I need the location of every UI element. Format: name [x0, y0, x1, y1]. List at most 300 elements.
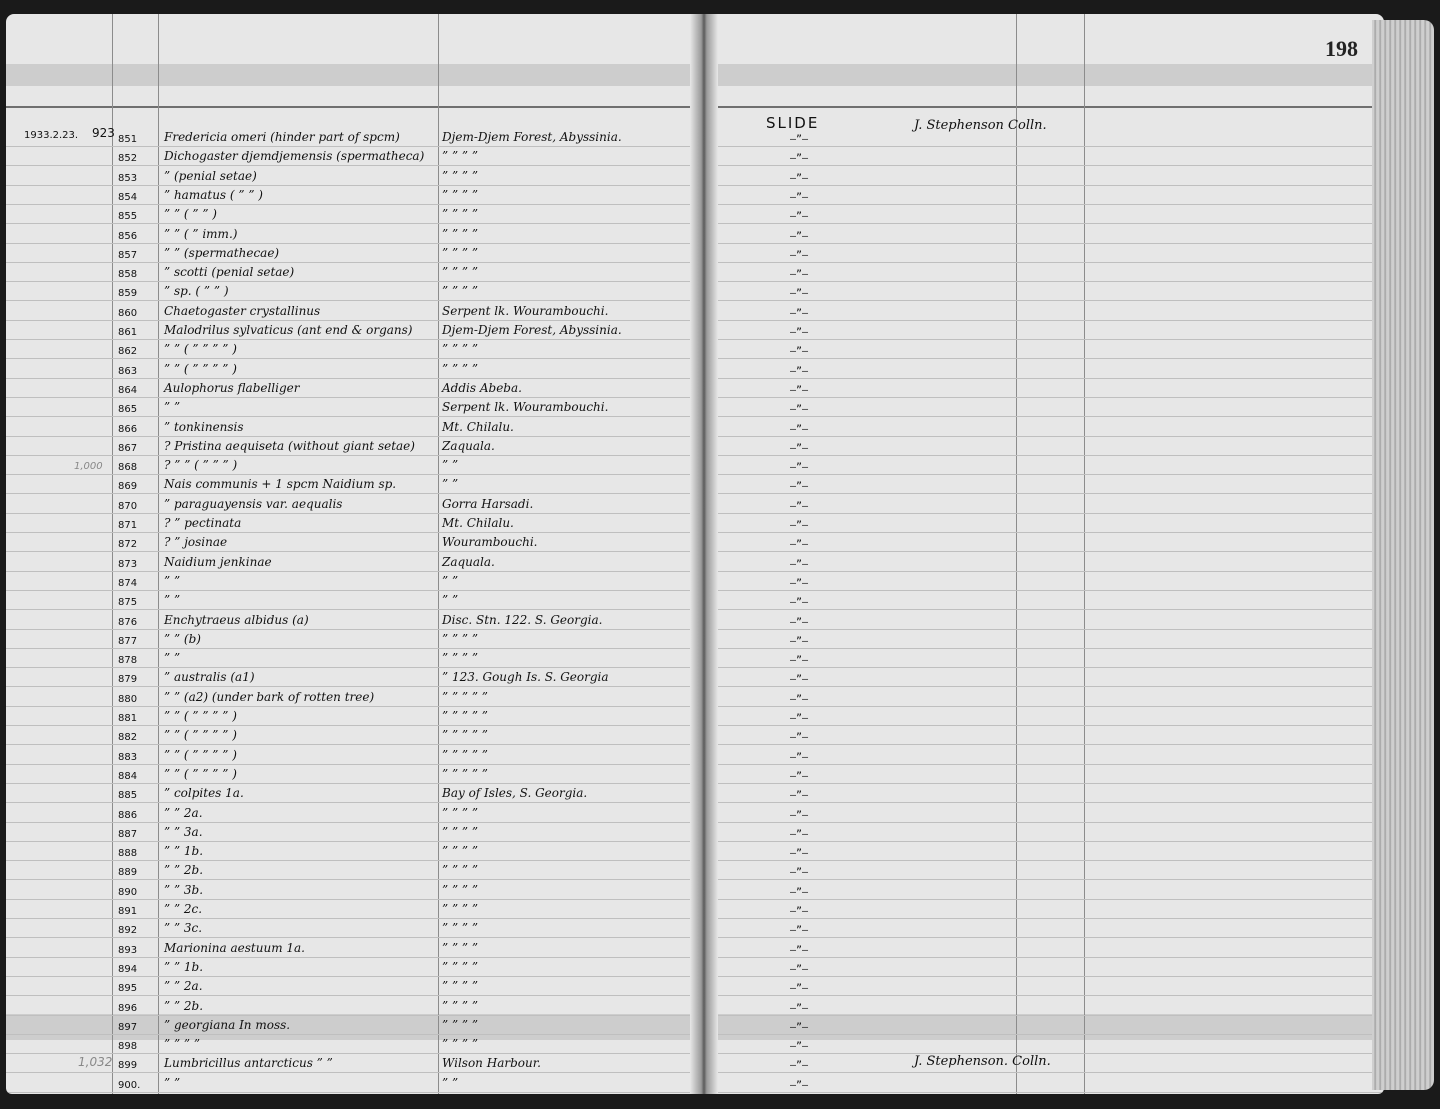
specimen-name: ” ” (a2) (under bark of rotten tree) [164, 690, 375, 704]
specimen-name: ” ” 3b. [164, 883, 204, 897]
slide-ditto-mark: –”– [790, 925, 809, 936]
register-number: 894 [118, 964, 138, 975]
slide-ditto-mark: –”– [790, 964, 809, 975]
slide-ditto-mark: –”– [790, 559, 809, 570]
ruled-line [704, 783, 1384, 784]
register-number: 888 [118, 848, 138, 859]
right-page [704, 14, 1384, 1094]
specimen-name: Nais communis + 1 spcm Naidium sp. [164, 477, 397, 491]
ruled-line [6, 648, 706, 649]
slide-ditto-mark: –”– [790, 887, 809, 898]
register-number: 862 [118, 346, 138, 357]
slide-ditto-mark: –”– [790, 578, 809, 589]
slide-ditto-mark: –”– [790, 366, 809, 377]
ruled-line [6, 706, 706, 707]
register-number: 859 [118, 288, 138, 299]
register-number: 895 [118, 983, 138, 994]
register-number: 883 [118, 752, 138, 763]
ruled-line [704, 995, 1384, 996]
register-number: 891 [118, 906, 138, 917]
specimen-locality: ” ” [442, 477, 459, 491]
ruled-line [704, 1034, 1384, 1035]
specimen-locality: ” ” ” ” [442, 1037, 478, 1051]
specimen-locality: ” ” ” ” [442, 999, 478, 1013]
specimen-name: ” ” [164, 574, 181, 588]
slide-ditto-mark: –”– [790, 810, 809, 821]
ruled-line [704, 976, 1384, 977]
register-number: 880 [118, 694, 138, 705]
ruled-line [704, 165, 1384, 166]
specimen-locality: Gorra Harsadi. [442, 497, 534, 511]
register-number: 885 [118, 790, 138, 801]
slide-ditto-mark: –”– [790, 906, 809, 917]
specimen-name: ” hamatus ( ” ” ) [164, 188, 263, 202]
column-rule [438, 14, 439, 1094]
specimen-name: ” paraguayensis var. aequalis [164, 497, 343, 511]
specimen-locality: ” 123. Gough Is. S. Georgia [442, 670, 609, 684]
specimen-locality: ” ” ” ” ” [442, 728, 488, 742]
ruled-line [704, 416, 1384, 417]
specimen-locality: Mt. Chilalu. [442, 516, 514, 530]
ruled-line [6, 185, 706, 186]
ruled-line [704, 300, 1384, 301]
ruled-line [704, 744, 1384, 745]
slide-ditto-mark: –”– [790, 192, 809, 203]
shaded-band [704, 64, 1384, 86]
register-number: 893 [118, 945, 138, 956]
specimen-name: ” ” ( ” ” ” ” ) [164, 728, 237, 742]
slide-ditto-mark: –”– [790, 346, 809, 357]
ruled-line [704, 667, 1384, 668]
ruled-line [704, 436, 1384, 437]
ruled-line [704, 493, 1384, 494]
specimen-locality: ” ” [442, 1076, 459, 1090]
slide-ditto-mark: –”– [790, 539, 809, 550]
specimen-locality: ” ” ” ” [442, 902, 478, 916]
ruled-line [6, 783, 706, 784]
slide-ditto-mark: –”– [790, 173, 809, 184]
slide-ditto-mark: –”– [790, 288, 809, 299]
specimen-name: ? ” josinae [164, 535, 228, 549]
register-number: 874 [118, 578, 138, 589]
ruled-line [704, 223, 1384, 224]
ruled-line [704, 513, 1384, 514]
specimen-name: ” ” 2a. [164, 979, 203, 993]
page-edges [1372, 20, 1434, 1090]
specimen-locality: Wilson Harbour. [442, 1056, 541, 1070]
ruled-line [704, 474, 1384, 475]
register-number: 887 [118, 829, 138, 840]
ruled-line [6, 243, 706, 244]
specimen-locality: ” ” ” ” [442, 825, 478, 839]
slide-ditto-mark: –”– [790, 636, 809, 647]
ruled-line [6, 1015, 706, 1016]
specimen-name: ” sp. ( ” ” ) [164, 284, 229, 298]
ruled-line [6, 609, 706, 610]
specimen-name: ? ” pectinata [164, 516, 242, 530]
specimen-locality: ” ” ” ” [442, 960, 478, 974]
slide-ditto-mark: –”– [790, 713, 809, 724]
register-number: 877 [118, 636, 138, 647]
specimen-locality: ” ” ” ” [442, 883, 478, 897]
register-number: 871 [118, 520, 138, 531]
ruled-line [704, 1015, 1384, 1016]
ruled-line [704, 378, 1384, 379]
slide-ditto-mark: –”– [790, 308, 809, 319]
ruled-line [704, 262, 1384, 263]
ruled-line [6, 590, 706, 591]
specimen-name: ” ” 1b. [164, 960, 204, 974]
slide-ditto-mark: –”– [790, 790, 809, 801]
specimen-locality: ” ” ” ” [442, 227, 478, 241]
register-number: 858 [118, 269, 138, 280]
register-number: 852 [118, 153, 138, 164]
register-number: 861 [118, 327, 138, 338]
specimen-locality: Disc. Stn. 122. S. Georgia. [442, 613, 603, 627]
slide-ditto-mark: –”– [790, 404, 809, 415]
specimen-name: Fredericia omeri (hinder part of spcm) [164, 130, 400, 144]
specimen-locality: ” ” ” ” ” [442, 709, 488, 723]
specimen-name: ” georgiana In moss. [164, 1018, 291, 1032]
specimen-name: ” scotti (penial setae) [164, 265, 295, 279]
specimen-name: ” ” [164, 400, 181, 414]
column-rule [112, 14, 113, 1094]
ruled-line [6, 802, 706, 803]
specimen-name: Dichogaster djemdjemensis (spermatheca) [164, 149, 425, 163]
register-number: 873 [118, 559, 138, 570]
ruled-line [704, 822, 1384, 823]
slide-ditto-mark: –”– [790, 1060, 809, 1071]
register-number: 866 [118, 424, 138, 435]
specimen-name: ” ” 2c. [164, 902, 203, 916]
specimen-name: Naidium jenkinae [164, 555, 272, 569]
register-number: 854 [118, 192, 138, 203]
slide-ditto-mark: –”– [790, 327, 809, 338]
slide-ditto-mark: –”– [790, 597, 809, 608]
ruled-line [704, 185, 1384, 186]
slide-ditto-mark: –”– [790, 829, 809, 840]
ruled-line [6, 320, 706, 321]
register-number: 886 [118, 810, 138, 821]
specimen-locality: ” ” ” ” [442, 246, 478, 260]
specimen-locality: ” ” ” ” ” [442, 748, 488, 762]
specimen-locality: ” ” ” ” [442, 863, 478, 877]
book-gutter [690, 14, 718, 1094]
specimen-locality: Addis Abeba. [442, 381, 522, 395]
register-number: 882 [118, 732, 138, 743]
ruled-line [6, 841, 706, 842]
specimen-name: ” ” ( ” ” ” ” ) [164, 767, 237, 781]
register-number: 870 [118, 501, 138, 512]
specimen-name: ” ” (spermathecae) [164, 246, 280, 260]
ruled-line [6, 686, 706, 687]
ruled-line [704, 532, 1384, 533]
ruled-line [704, 551, 1384, 552]
specimen-name: ” ” ( ” ” ” ” ) [164, 709, 237, 723]
specimen-locality: ” ” ” ” [442, 921, 478, 935]
specimen-name: ” ” ( ” ” ” ” ) [164, 362, 237, 376]
specimen-locality: ” ” [442, 574, 459, 588]
register-number: 868 [118, 462, 138, 473]
ruled-line [6, 764, 706, 765]
ruled-line [6, 1072, 706, 1073]
shaded-band [6, 64, 706, 86]
ruled-line [6, 918, 706, 919]
slide-ditto-mark: –”– [790, 983, 809, 994]
ruled-line [6, 744, 706, 745]
register-number: 897 [118, 1022, 138, 1033]
specimen-name: ” ” 2a. [164, 806, 203, 820]
ruled-line [6, 976, 706, 977]
slide-ditto-mark: –”– [790, 462, 809, 473]
ruled-line [704, 706, 1384, 707]
running-count-mark: 1,032 [78, 1055, 113, 1069]
ruled-line [704, 648, 1384, 649]
register-number: 892 [118, 925, 138, 936]
ruled-line [6, 165, 706, 166]
ruled-line [6, 146, 706, 147]
slide-ditto-mark: –”– [790, 153, 809, 164]
specimen-locality: Mt. Chilalu. [442, 420, 514, 434]
ruled-line [6, 281, 706, 282]
ruled-line [704, 339, 1384, 340]
register-number: 875 [118, 597, 138, 608]
specimen-locality: Djem-Djem Forest, Abyssinia. [442, 130, 622, 144]
register-number: 889 [118, 867, 138, 878]
ruled-line [6, 1092, 706, 1093]
slide-ditto-mark: –”– [790, 867, 809, 878]
ruled-line [704, 937, 1384, 938]
specimen-locality: ” ” ” ” [442, 169, 478, 183]
specimen-locality: ” ” ” ” [442, 844, 478, 858]
specimen-name: Aulophorus flabelliger [164, 381, 300, 395]
ruled-line [6, 899, 706, 900]
specimen-name: ” australis (a1) [164, 670, 255, 684]
register-number: 900. [118, 1080, 141, 1091]
specimen-locality: Serpent lk. Wourambouchi. [442, 400, 609, 414]
ruled-line [6, 397, 706, 398]
specimen-name: ” ” 2b. [164, 999, 204, 1013]
slide-ditto-mark: –”– [790, 1080, 809, 1091]
ruled-line [704, 1072, 1384, 1073]
collector-note: J. Stephenson Colln. [914, 118, 1047, 133]
ruled-line [6, 416, 706, 417]
slide-ditto-mark: –”– [790, 1022, 809, 1033]
register-number: 856 [118, 231, 138, 242]
register-number: 853 [118, 173, 138, 184]
specimen-name: Enchytraeus albidus (a) [164, 613, 309, 627]
specimen-locality: ” ” ” ” ” [442, 767, 488, 781]
ruled-line [6, 436, 706, 437]
register-number: 876 [118, 617, 138, 628]
specimen-locality: ” ” ” ” [442, 149, 478, 163]
ruled-line [704, 609, 1384, 610]
specimen-name: ” ” (b) [164, 632, 201, 646]
specimen-locality: ” ” ” ” [442, 806, 478, 820]
specimen-locality: ” ” ” ” [442, 941, 478, 955]
ruled-line [704, 879, 1384, 880]
ruled-line [6, 571, 706, 572]
ruled-line [6, 879, 706, 880]
specimen-name: ” ” 3a. [164, 825, 203, 839]
ruled-line [6, 957, 706, 958]
register-number: 857 [118, 250, 138, 261]
register-number: 899 [118, 1060, 138, 1071]
ruled-line [704, 204, 1384, 205]
ruled-line [704, 397, 1384, 398]
ruled-line [704, 686, 1384, 687]
ruled-line [704, 243, 1384, 244]
specimen-name: ” ” ( ” imm.) [164, 227, 238, 241]
specimen-locality: ” ” ” ” [442, 207, 478, 221]
ruled-line [6, 358, 706, 359]
ruled-line [704, 358, 1384, 359]
ruled-line [704, 725, 1384, 726]
ruled-line [6, 204, 706, 205]
specimen-locality: Zaquala. [442, 555, 495, 569]
specimen-name: ” ” ( ” ” ” ” ) [164, 342, 237, 356]
specimen-name: Malodrilus sylvaticus (ant end & organs) [164, 323, 413, 337]
specimen-name: ” ” 1b. [164, 844, 204, 858]
specimen-name: Chaetogaster crystallinus [164, 304, 321, 318]
slide-column-heading: SLIDE [766, 114, 820, 132]
ruled-line [6, 378, 706, 379]
slide-ditto-mark: –”– [790, 385, 809, 396]
ruled-line [704, 918, 1384, 919]
header-rule [704, 106, 1384, 108]
slide-ditto-mark: –”– [790, 1003, 809, 1014]
slide-ditto-mark: –”– [790, 501, 809, 512]
slide-ditto-mark: –”– [790, 520, 809, 531]
register-number: 879 [118, 674, 138, 685]
ruled-line [6, 822, 706, 823]
ruled-line [6, 339, 706, 340]
register-number: 884 [118, 771, 138, 782]
specimen-locality: ” ” ” ” [442, 651, 478, 665]
ruled-line [704, 764, 1384, 765]
slide-ditto-mark: –”– [790, 848, 809, 859]
slide-ditto-mark: –”– [790, 771, 809, 782]
specimen-name: ” (penial setae) [164, 169, 257, 183]
register-number: 867 [118, 443, 138, 454]
specimen-name: ” ” ” ” [164, 1037, 200, 1051]
register-number: 865 [118, 404, 138, 415]
slide-ditto-mark: –”– [790, 134, 809, 145]
specimen-locality: ” ” ” ” [442, 979, 478, 993]
ruled-line [704, 281, 1384, 282]
register-number: 878 [118, 655, 138, 666]
register-number: 890 [118, 887, 138, 898]
slide-ditto-mark: –”– [790, 617, 809, 628]
specimen-name: ” ” [164, 651, 181, 665]
specimen-name: Marionina aestuum 1a. [164, 941, 305, 955]
slide-ditto-mark: –”– [790, 752, 809, 763]
column-rule [1084, 14, 1085, 1094]
collector-note: J. Stephenson. Colln. [914, 1054, 1051, 1069]
slide-ditto-mark: –”– [790, 674, 809, 685]
ruled-line [6, 474, 706, 475]
ruled-line [6, 995, 706, 996]
specimen-name: ” ” ( ” ” ) [164, 207, 217, 221]
shaded-band [6, 1014, 706, 1040]
slide-ditto-mark: –”– [790, 269, 809, 280]
ruled-line [6, 551, 706, 552]
specimen-locality: Zaquala. [442, 439, 495, 453]
slide-ditto-mark: –”– [790, 732, 809, 743]
ruled-line [6, 860, 706, 861]
register-number: 898 [118, 1041, 138, 1052]
specimen-name: ” colpites 1a. [164, 786, 244, 800]
specimen-locality: ” ” ” ” [442, 362, 478, 376]
ruled-line [6, 532, 706, 533]
specimen-name: ” ” ( ” ” ” ” ) [164, 748, 237, 762]
register-number: 869 [118, 481, 138, 492]
register-number: 860 [118, 308, 138, 319]
slide-ditto-mark: –”– [790, 655, 809, 666]
left-page [6, 14, 706, 1094]
ruled-line [6, 513, 706, 514]
column-rule [158, 14, 159, 1094]
ruled-line [6, 262, 706, 263]
slide-ditto-mark: –”– [790, 443, 809, 454]
ruled-line [704, 802, 1384, 803]
ruled-line [6, 223, 706, 224]
slide-ditto-mark: –”– [790, 481, 809, 492]
ruled-line [6, 300, 706, 301]
ruled-line [704, 1092, 1384, 1093]
register-number: 881 [118, 713, 138, 724]
specimen-name: ” ” 2b. [164, 863, 204, 877]
specimen-locality: ” ” [442, 593, 459, 607]
ruled-line [6, 493, 706, 494]
specimen-locality: ” ” [442, 458, 459, 472]
slide-ditto-mark: –”– [790, 424, 809, 435]
specimen-locality: ” ” ” ” [442, 188, 478, 202]
specimen-name: ” ” 3c. [164, 921, 203, 935]
ruled-line [704, 320, 1384, 321]
specimen-name: ” ” [164, 1076, 181, 1090]
page-number: 198 [1325, 36, 1358, 61]
ruled-line [6, 455, 706, 456]
specimen-locality: Serpent lk. Wourambouchi. [442, 304, 609, 318]
slide-ditto-mark: –”– [790, 694, 809, 705]
ruled-line [704, 590, 1384, 591]
ruled-line [6, 937, 706, 938]
ruled-line [6, 629, 706, 630]
accession-batch: 923 [92, 126, 115, 140]
accession-date: 1933.2.23. [24, 130, 79, 141]
specimen-locality: ” ” ” ” [442, 265, 478, 279]
slide-ditto-mark: –”– [790, 231, 809, 242]
running-count-mark: 1,000 [74, 461, 103, 472]
register-number: 851 [118, 134, 138, 145]
register-number: 896 [118, 1003, 138, 1014]
specimen-locality: ” ” ” ” [442, 1018, 478, 1032]
register-number: 864 [118, 385, 138, 396]
register-number: 855 [118, 211, 138, 222]
column-rule [1016, 14, 1017, 1094]
ruled-line [704, 860, 1384, 861]
register-number: 863 [118, 366, 138, 377]
specimen-locality: ” ” ” ” [442, 284, 478, 298]
specimen-locality: ” ” ” ” ” [442, 690, 488, 704]
ruled-line [704, 899, 1384, 900]
ruled-line [6, 725, 706, 726]
ruled-line [704, 841, 1384, 842]
specimen-locality: ” ” ” ” [442, 632, 478, 646]
specimen-name: ? Pristina aequiseta (without giant setae) [164, 439, 415, 453]
ruled-line [704, 455, 1384, 456]
